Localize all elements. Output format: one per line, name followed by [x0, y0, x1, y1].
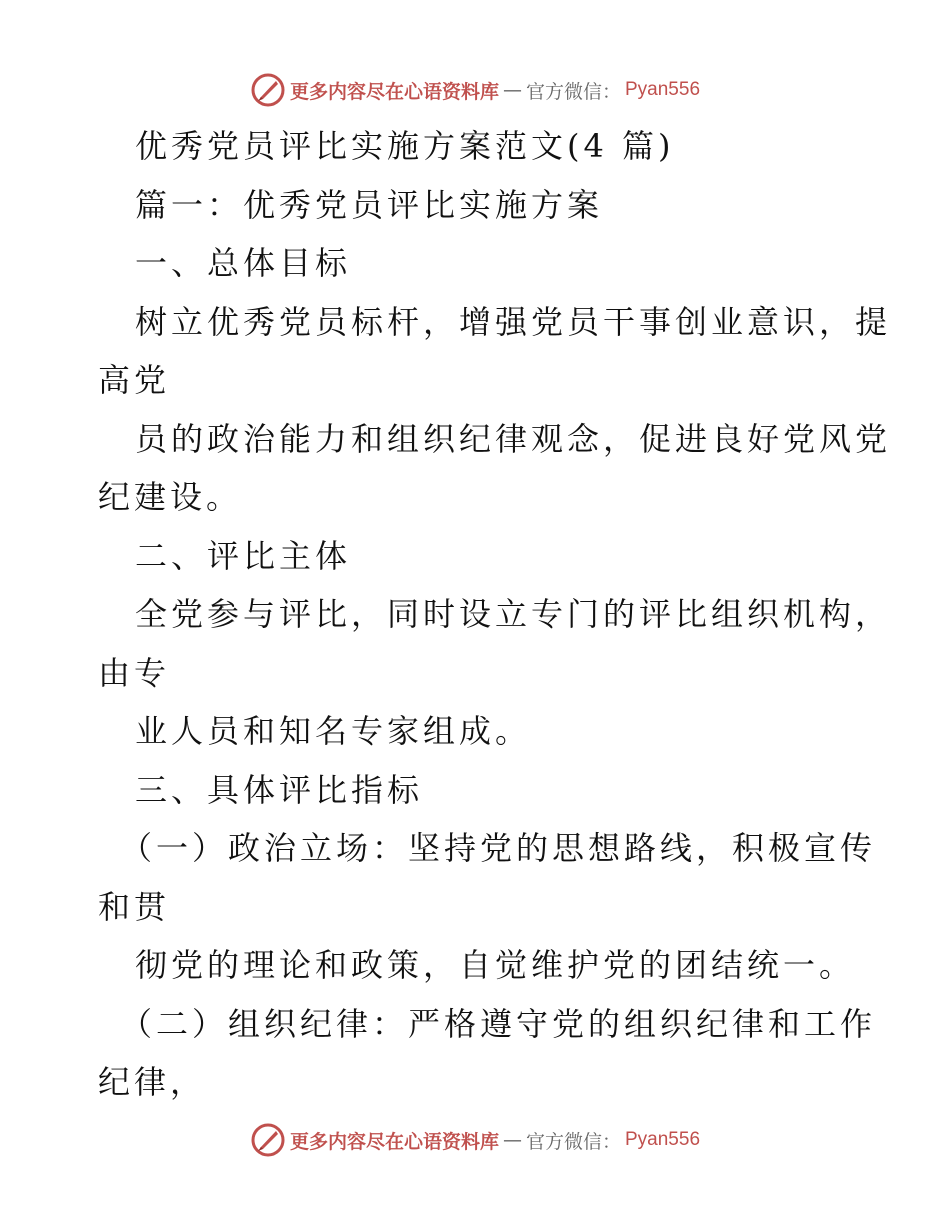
paragraph-line: 由专	[98, 654, 171, 692]
paragraph-line: 纪律，	[98, 1063, 207, 1101]
paragraph-line: 员的政治能力和组织纪律观念，促进良好党风党	[135, 420, 892, 458]
footer-watermark	[0, 1120, 950, 1160]
paragraph-line: （一）政治立场：坚持党的思想路线，积极宣传	[120, 829, 877, 867]
watermark-wechat-id: Pyan556	[625, 1129, 701, 1150]
paragraph-line: 全党参与评比，同时设立专门的评比组织机构，	[135, 595, 892, 633]
watermark-official-label: 官方微信：	[525, 1130, 621, 1153]
subsection-heading: 二、评比主体	[135, 537, 352, 575]
watermark-official-label: 官方微信：	[525, 80, 621, 103]
watermark-brand: 更多内容尽在心语资料库	[289, 80, 499, 103]
quill-pen-icon	[250, 72, 286, 108]
paragraph-line: 纪建设。	[98, 478, 243, 516]
paragraph-line: （二）组织纪律：严格遵守党的组织纪律和工作	[120, 1005, 877, 1043]
paragraph-line: 和贯	[98, 888, 171, 926]
quill-pen-icon	[250, 1122, 286, 1158]
paragraph-line: 彻党的理论和政策，自觉维护党的团结统一。	[135, 946, 856, 984]
header-watermark	[0, 70, 950, 110]
paragraph-line: 树立优秀党员标杆，增强党员干事创业意识，提	[135, 303, 892, 341]
section-heading: 篇一：优秀党员评比实施方案	[135, 186, 604, 224]
watermark-brand: 更多内容尽在心语资料库	[289, 1130, 499, 1153]
subsection-heading: 三、具体评比指标	[135, 771, 424, 809]
watermark-dash: —	[502, 1129, 522, 1151]
watermark-wechat-id: Pyan556	[625, 79, 701, 100]
paragraph-line: 高党	[98, 361, 171, 399]
subsection-heading: 一、总体目标	[135, 244, 352, 282]
watermark-dash: —	[502, 79, 522, 101]
paragraph-line: 业人员和知名专家组成。	[135, 712, 532, 750]
document-title: 优秀党员评比实施方案范文(4 篇)	[135, 127, 675, 165]
